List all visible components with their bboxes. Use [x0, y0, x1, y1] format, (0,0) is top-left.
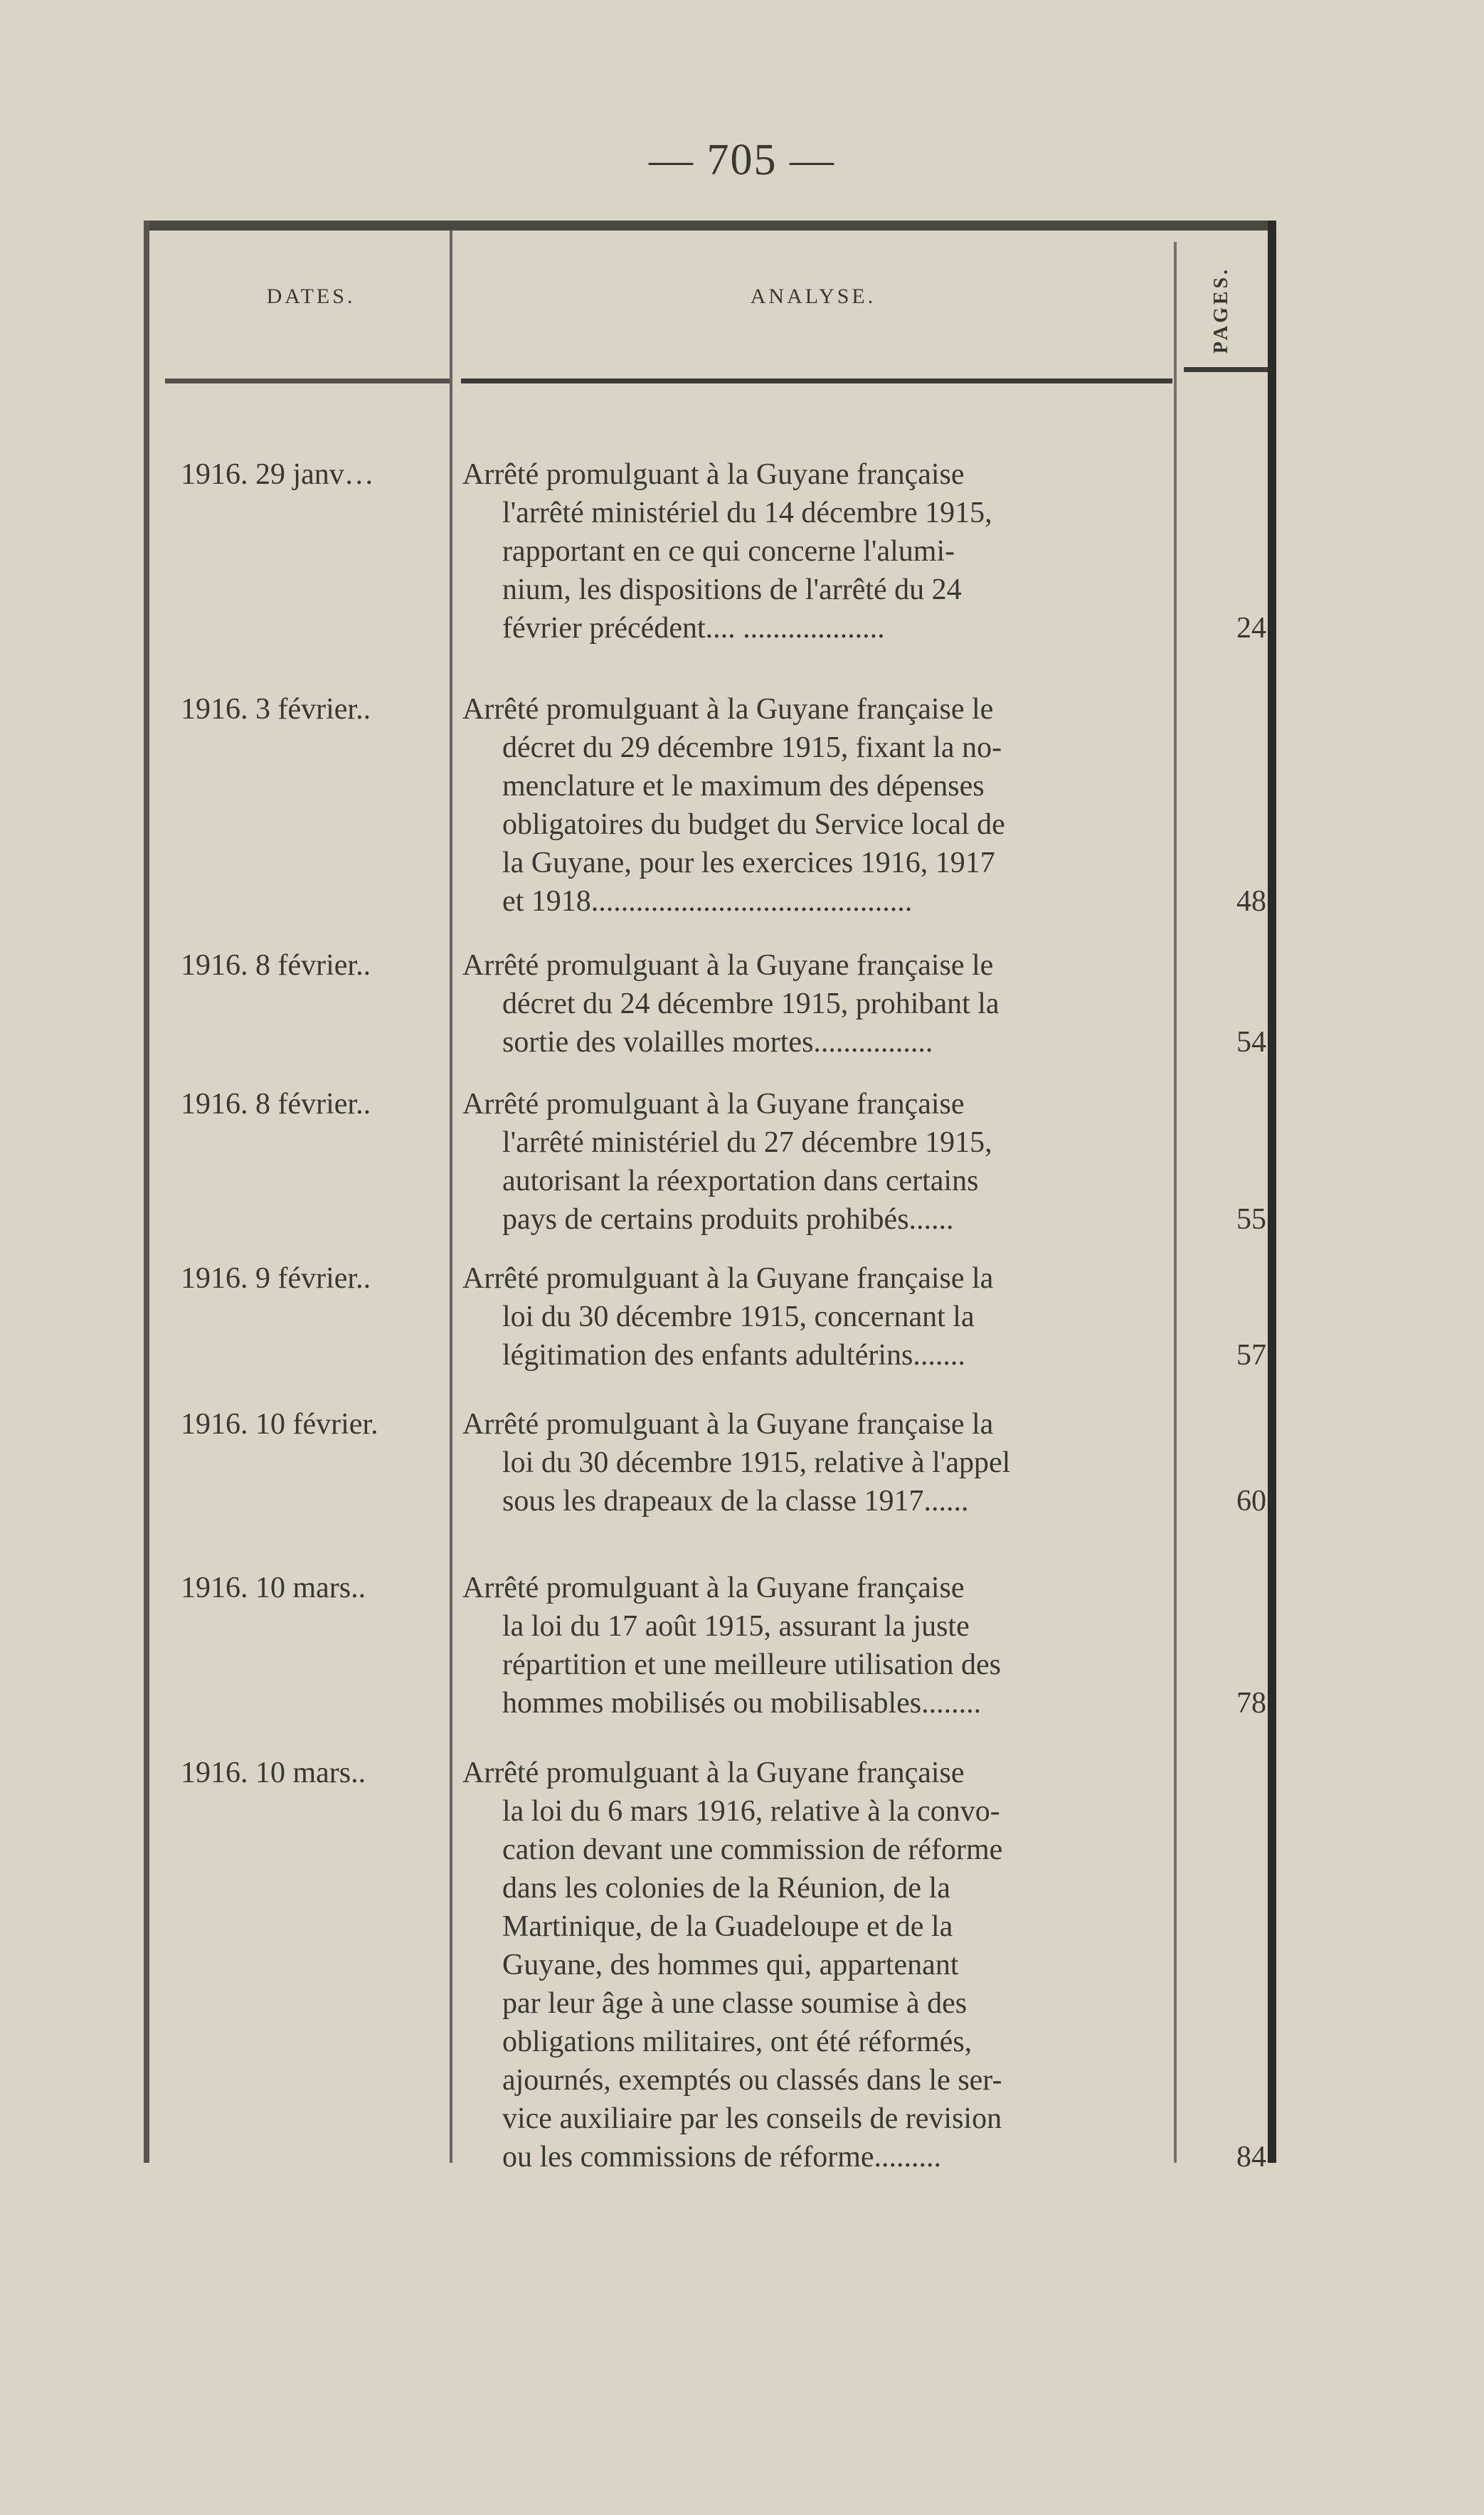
entry-page-number: 48	[1236, 885, 1266, 918]
entry-date: 1916. 10 février.	[181, 1408, 378, 1441]
page-number: — 705 —	[649, 136, 835, 184]
register-table	[144, 221, 1276, 2174]
entry-page-number: 78	[1236, 1687, 1266, 1720]
entry-analysis-line: Arrêté promulguant à la Guyane française la	[462, 1262, 994, 1295]
header-rule-pages	[1184, 367, 1268, 372]
entry-analysis-line: la Guyane, pour les exercices 1916, 1917	[502, 847, 995, 879]
entry-analysis-line: la loi du 6 mars 1916, relative à la convo-	[502, 1795, 1000, 1828]
entry-analysis-line: décret du 24 décembre 1915, prohibant la	[502, 988, 1000, 1020]
entry-analysis-line: pays de certains produits prohibés......	[502, 1203, 954, 1236]
table-left-rule	[144, 221, 149, 2163]
entry-analysis-line: cation devant une commission de réforme	[502, 1833, 1003, 1866]
entry-analysis-line: loi du 30 décembre 1915, concernant la	[502, 1301, 975, 1333]
entry-date: 1916. 8 février..	[181, 949, 371, 982]
entry-analysis-line: rapportant en ce qui concerne l'alumi-	[502, 535, 955, 568]
column-header-pages: PAGES.	[1210, 266, 1232, 354]
entry-analysis-line: sous les drapeaux de la classe 1917......	[502, 1485, 969, 1518]
entry-date: 1916. 3 février..	[181, 693, 371, 726]
entry-analysis-line: légitimation des enfants adultérins.......	[502, 1339, 965, 1372]
entry-analysis	[462, 946, 1171, 1061]
entry-analysis-line: Arrêté promulguant à la Guyane française	[462, 1757, 965, 1789]
entry-analysis-line: la loi du 17 août 1915, assurant la juste	[502, 1610, 970, 1643]
entry-page-number: 84	[1236, 2141, 1266, 2174]
entry-analysis-line: Arrêté promulguant à la Guyane française	[462, 1088, 965, 1121]
entry-analysis-line: Arrêté promulguant à la Guyane française le	[462, 949, 994, 982]
entry-analysis-line: obligatoires du budget du Service local de	[502, 808, 1005, 841]
entry-analysis-line: et 1918...........................................	[502, 885, 913, 918]
header-rule-dates	[165, 378, 450, 383]
entry-analysis	[462, 1259, 1171, 1375]
entry-date: 1916. 10 mars..	[181, 1572, 366, 1604]
column-divider-dates	[450, 231, 452, 2163]
entry-analysis-line: vice auxiliaire par les conseils de revision	[502, 2102, 1002, 2135]
entry-analysis	[462, 455, 1171, 647]
entry-analysis-line: Martinique, de la Guadeloupe et de la	[502, 1910, 953, 1943]
entry-analysis-line: sortie des volailles mortes................	[502, 1026, 933, 1059]
entry-analysis	[462, 1405, 1171, 1520]
entry-analysis-line: Arrêté promulguant à la Guyane française la	[462, 1408, 994, 1441]
column-header-analyse: ANALYSE.	[750, 285, 876, 308]
entry-page-number: 54	[1236, 1026, 1266, 1059]
column-divider-pages	[1174, 242, 1177, 2163]
entry-analysis-line: ou les commissions de réforme.........	[502, 2141, 942, 2174]
entry-analysis	[462, 1754, 1171, 2176]
entry-analysis-line: répartition et une meilleure utilisation des	[502, 1648, 1001, 1681]
entry-analysis-line: Arrêté promulguant à la Guyane française	[462, 458, 965, 491]
entry-date: 1916. 10 mars..	[181, 1757, 366, 1789]
entry-analysis-line: Arrêté promulguant à la Guyane française	[462, 1572, 965, 1604]
header-rule-analyse	[461, 378, 1172, 383]
entry-analysis	[462, 1569, 1171, 1722]
table-right-rule	[1268, 221, 1276, 2163]
entry-analysis-line: ajournés, exemptés ou classés dans le ser-	[502, 2064, 1002, 2097]
entry-analysis-line: Guyane, des hommes qui, appartenant	[502, 1949, 959, 1981]
entry-analysis	[462, 1085, 1171, 1239]
entry-date: 1916. 29 janv…	[181, 458, 374, 491]
entry-analysis-line: Arrêté promulguant à la Guyane française le	[462, 693, 994, 726]
entry-page-number: 57	[1236, 1339, 1266, 1372]
entry-analysis-line: hommes mobilisés ou mobilisables........	[502, 1687, 982, 1720]
entry-analysis-line: par leur âge à une classe soumise à des	[502, 1987, 968, 2020]
entry-date: 1916. 9 février..	[181, 1262, 371, 1295]
entry-analysis-line: autorisant la réexportation dans certains	[502, 1165, 979, 1197]
entry-date: 1916. 8 février..	[181, 1088, 371, 1121]
entry-analysis-line: décret du 29 décembre 1915, fixant la no-	[502, 731, 1002, 764]
entry-analysis-line: l'arrêté ministériel du 14 décembre 1915,	[502, 497, 992, 529]
entry-page-number: 24	[1236, 612, 1266, 645]
entry-analysis	[462, 690, 1171, 921]
column-header-dates: DATES.	[266, 285, 356, 308]
entry-page-number: 55	[1236, 1203, 1266, 1236]
entry-analysis-line: l'arrêté ministériel du 27 décembre 1915,	[502, 1126, 992, 1159]
entry-page-number: 60	[1236, 1485, 1266, 1518]
entry-analysis-line: nium, les dispositions de l'arrêté du 24	[502, 573, 962, 606]
entry-analysis-line: menclature et le maximum des dépenses	[502, 770, 985, 803]
entry-analysis-line: dans les colonies de la Réunion, de la	[502, 1872, 950, 1905]
entry-analysis-line: loi du 30 décembre 1915, relative à l'appel	[502, 1446, 1011, 1479]
entry-analysis-line: février précédent.... ...................	[502, 612, 885, 645]
table-top-rule	[144, 221, 1276, 231]
entry-analysis-line: obligations militaires, ont été réformés,	[502, 2026, 972, 2058]
